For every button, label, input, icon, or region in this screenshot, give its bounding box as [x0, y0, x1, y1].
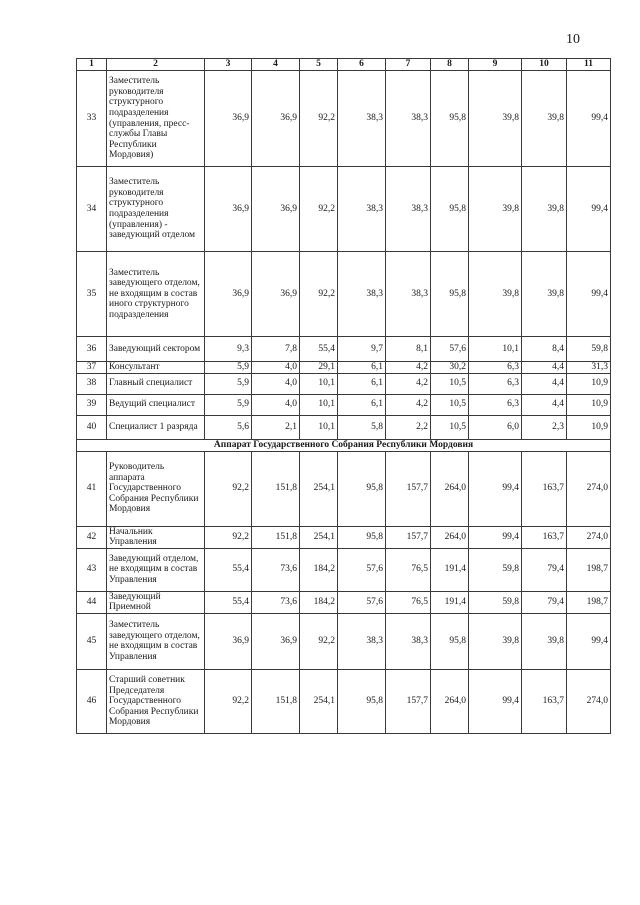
column-header: 6	[338, 59, 386, 71]
value-cell: 36,9	[205, 613, 252, 669]
value-cell: 2,1	[252, 415, 300, 439]
value-cell: 36,9	[252, 71, 300, 167]
value-cell: 163,7	[522, 669, 567, 733]
value-cell: 157,7	[386, 526, 431, 548]
value-cell: 76,5	[386, 548, 431, 591]
value-cell: 99,4	[567, 613, 611, 669]
value-cell: 38,3	[338, 252, 386, 337]
value-cell: 36,9	[205, 167, 252, 252]
salary-table	[76, 58, 611, 734]
value-cell: 39,8	[469, 71, 522, 167]
value-cell: 99,4	[469, 526, 522, 548]
value-cell: 31,3	[567, 362, 611, 374]
row-number: 41	[77, 451, 107, 526]
column-header: 1	[77, 59, 107, 71]
value-cell: 7,8	[252, 337, 300, 362]
value-cell: 191,4	[431, 548, 469, 591]
value-cell: 55,4	[205, 591, 252, 613]
value-cell: 157,7	[386, 451, 431, 526]
row-number: 36	[77, 337, 107, 362]
value-cell: 92,2	[300, 167, 338, 252]
table-row	[77, 373, 611, 394]
value-cell: 92,2	[205, 669, 252, 733]
row-number: 33	[77, 71, 107, 167]
value-cell: 6,0	[469, 415, 522, 439]
value-cell: 36,9	[252, 167, 300, 252]
value-cell: 10,1	[300, 394, 338, 415]
value-cell: 6,3	[469, 373, 522, 394]
value-cell: 38,3	[338, 613, 386, 669]
value-cell: 95,8	[338, 669, 386, 733]
value-cell: 79,4	[522, 548, 567, 591]
value-cell: 36,9	[252, 613, 300, 669]
row-number: 43	[77, 548, 107, 591]
column-header: 8	[431, 59, 469, 71]
value-cell: 76,5	[386, 591, 431, 613]
value-cell: 99,4	[567, 252, 611, 337]
table-row	[77, 394, 611, 415]
value-cell: 6,1	[338, 394, 386, 415]
column-header: 11	[567, 59, 611, 71]
row-number: 37	[77, 362, 107, 374]
position-name: Консультант	[107, 362, 205, 374]
value-cell: 5,9	[205, 394, 252, 415]
value-cell: 30,2	[431, 362, 469, 374]
value-cell: 92,2	[205, 451, 252, 526]
value-cell: 38,3	[338, 167, 386, 252]
value-cell: 264,0	[431, 526, 469, 548]
row-number: 44	[77, 591, 107, 613]
value-cell: 274,0	[567, 669, 611, 733]
value-cell: 4,4	[522, 373, 567, 394]
column-header: 9	[469, 59, 522, 71]
value-cell: 4,2	[386, 362, 431, 374]
table-row	[77, 415, 611, 439]
value-cell: 8,4	[522, 337, 567, 362]
header-row	[77, 59, 611, 71]
value-cell: 5,9	[205, 373, 252, 394]
value-cell: 4,2	[386, 373, 431, 394]
value-cell: 6,1	[338, 373, 386, 394]
value-cell: 73,6	[252, 548, 300, 591]
value-cell: 157,7	[386, 669, 431, 733]
value-cell: 95,8	[431, 613, 469, 669]
column-header: 7	[386, 59, 431, 71]
position-name: Начальник Управления	[107, 526, 205, 548]
value-cell: 38,3	[386, 252, 431, 337]
column-header: 5	[300, 59, 338, 71]
value-cell: 184,2	[300, 548, 338, 591]
position-name: Руководитель аппарата Государственного Собрания Республики Мордовия	[107, 451, 205, 526]
value-cell: 2,2	[386, 415, 431, 439]
value-cell: 79,4	[522, 591, 567, 613]
value-cell: 99,4	[567, 71, 611, 167]
row-number: 46	[77, 669, 107, 733]
table-row	[77, 669, 611, 733]
table-row	[77, 167, 611, 252]
column-header: 4	[252, 59, 300, 71]
value-cell: 39,8	[522, 167, 567, 252]
value-cell: 39,8	[522, 71, 567, 167]
value-cell: 8,1	[386, 337, 431, 362]
position-name: Заведующий Приемной	[107, 591, 205, 613]
value-cell: 95,8	[338, 451, 386, 526]
page-number: 10	[566, 32, 580, 47]
value-cell: 55,4	[300, 337, 338, 362]
value-cell: 92,2	[300, 613, 338, 669]
value-cell: 5,6	[205, 415, 252, 439]
value-cell: 38,3	[386, 613, 431, 669]
position-name: Ведущий специалист	[107, 394, 205, 415]
value-cell: 9,7	[338, 337, 386, 362]
value-cell: 10,1	[300, 415, 338, 439]
table-row	[77, 252, 611, 337]
value-cell: 92,2	[205, 526, 252, 548]
value-cell: 163,7	[522, 526, 567, 548]
value-cell: 99,4	[469, 451, 522, 526]
column-header: 10	[522, 59, 567, 71]
value-cell: 6,3	[469, 394, 522, 415]
value-cell: 4,0	[252, 362, 300, 374]
value-cell: 10,5	[431, 373, 469, 394]
value-cell: 254,1	[300, 451, 338, 526]
value-cell: 274,0	[567, 451, 611, 526]
row-number: 38	[77, 373, 107, 394]
value-cell: 36,9	[252, 252, 300, 337]
value-cell: 198,7	[567, 548, 611, 591]
value-cell: 264,0	[431, 669, 469, 733]
table-row	[77, 71, 611, 167]
value-cell: 4,4	[522, 394, 567, 415]
value-cell: 151,8	[252, 669, 300, 733]
table-body-part1	[77, 71, 611, 440]
position-name: Заместитель заведующего отделом, не входящим в состав иного структурного подразделения	[107, 252, 205, 337]
value-cell: 59,8	[567, 337, 611, 362]
value-cell: 57,6	[431, 337, 469, 362]
value-cell: 92,2	[300, 252, 338, 337]
value-cell: 57,6	[338, 548, 386, 591]
row-number: 40	[77, 415, 107, 439]
row-number: 34	[77, 167, 107, 252]
position-name: Заместитель руководителя структурного подразделения (управления) - заведующий отделом	[107, 167, 205, 252]
value-cell: 10,5	[431, 415, 469, 439]
row-number: 45	[77, 613, 107, 669]
value-cell: 39,8	[469, 252, 522, 337]
table-row	[77, 591, 611, 613]
value-cell: 264,0	[431, 451, 469, 526]
value-cell: 39,8	[522, 252, 567, 337]
value-cell: 73,6	[252, 591, 300, 613]
value-cell: 10,9	[567, 394, 611, 415]
value-cell: 10,9	[567, 373, 611, 394]
column-header: 3	[205, 59, 252, 71]
position-name: Заместитель руководителя структурного подразделения (управления, пресс-службы Главы Республики Мордовия)	[107, 71, 205, 167]
column-header: 2	[107, 59, 205, 71]
section-title: Аппарат Государственного Собрания Республики Мордовия	[77, 439, 611, 451]
value-cell: 151,8	[252, 451, 300, 526]
value-cell: 99,4	[567, 167, 611, 252]
value-cell: 274,0	[567, 526, 611, 548]
value-cell: 198,7	[567, 591, 611, 613]
value-cell: 2,3	[522, 415, 567, 439]
position-name: Заведующий сектором	[107, 337, 205, 362]
value-cell: 38,3	[386, 167, 431, 252]
value-cell: 39,8	[469, 167, 522, 252]
value-cell: 4,2	[386, 394, 431, 415]
row-number: 42	[77, 526, 107, 548]
value-cell: 6,3	[469, 362, 522, 374]
table-row	[77, 613, 611, 669]
value-cell: 39,8	[469, 613, 522, 669]
value-cell: 5,9	[205, 362, 252, 374]
position-name: Старший советник Председателя Государственного Собрания Республики Мордовия	[107, 669, 205, 733]
value-cell: 59,8	[469, 591, 522, 613]
row-number: 35	[77, 252, 107, 337]
value-cell: 92,2	[300, 71, 338, 167]
value-cell: 10,1	[469, 337, 522, 362]
position-name: Главный специалист	[107, 373, 205, 394]
table-row	[77, 548, 611, 591]
value-cell: 4,0	[252, 394, 300, 415]
table-row	[77, 526, 611, 548]
value-cell: 36,9	[205, 71, 252, 167]
value-cell: 5,8	[338, 415, 386, 439]
value-cell: 99,4	[469, 669, 522, 733]
value-cell: 38,3	[338, 71, 386, 167]
value-cell: 163,7	[522, 451, 567, 526]
value-cell: 4,0	[252, 373, 300, 394]
value-cell: 39,8	[522, 613, 567, 669]
value-cell: 254,1	[300, 526, 338, 548]
value-cell: 36,9	[205, 252, 252, 337]
table-row	[77, 337, 611, 362]
value-cell: 95,8	[431, 252, 469, 337]
value-cell: 55,4	[205, 548, 252, 591]
value-cell: 95,8	[338, 526, 386, 548]
value-cell: 59,8	[469, 548, 522, 591]
value-cell: 151,8	[252, 526, 300, 548]
value-cell: 9,3	[205, 337, 252, 362]
table-row	[77, 451, 611, 526]
value-cell: 10,9	[567, 415, 611, 439]
position-name: Заместитель заведующего отделом, не входящим в состав Управления	[107, 613, 205, 669]
table-body-part2	[77, 451, 611, 733]
value-cell: 29,1	[300, 362, 338, 374]
position-name: Специалист 1 разряда	[107, 415, 205, 439]
value-cell: 184,2	[300, 591, 338, 613]
value-cell: 57,6	[338, 591, 386, 613]
value-cell: 254,1	[300, 669, 338, 733]
value-cell: 4,4	[522, 362, 567, 374]
section-header-row	[77, 439, 611, 451]
value-cell: 95,8	[431, 167, 469, 252]
value-cell: 10,5	[431, 394, 469, 415]
table-row	[77, 362, 611, 374]
value-cell: 38,3	[386, 71, 431, 167]
value-cell: 10,1	[300, 373, 338, 394]
value-cell: 6,1	[338, 362, 386, 374]
section-divider	[77, 439, 611, 451]
value-cell: 95,8	[431, 71, 469, 167]
value-cell: 191,4	[431, 591, 469, 613]
position-name: Заведующий отделом, не входящим в состав Управления	[107, 548, 205, 591]
row-number: 39	[77, 394, 107, 415]
